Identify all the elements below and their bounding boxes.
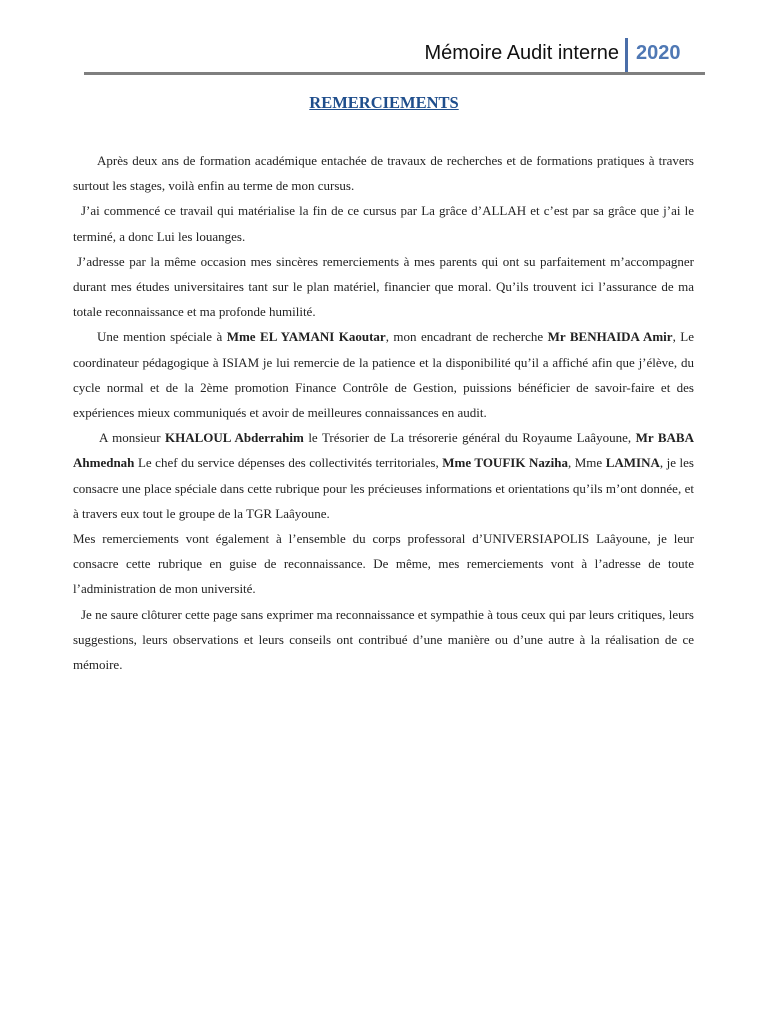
page-header [84,34,705,74]
paragraph-6: Mes remerciements vont également à l’ensemble du corps professoral d’UNIVERSIAPOLIS Laâyoune, je leur consacre cette rubrique en guise de reconnaissance. De même, mes remerciements vont à l’adresse de toute l’administration de mon université. [73,531,694,597]
header-separator [625,38,628,72]
paragraph-5-name-3: Mme TOUFIK Naziha [442,455,568,471]
paragraph-5-name-1: KHALOUL Abderrahim [165,430,304,446]
document-body [73,148,694,677]
paragraph-3: J’adresse par la même occasion mes sincères remerciements à mes parents qui ont su parfaitement m’accompagner durant mes études universitaires tant sur le plan matériel, financier que moral. Qu’ils trouvent ici l’assurance de ma totale reconnaissance et ma profonde humilité. [73,253,694,320]
paragraph-7: Je ne saure clôturer cette page sans exprimer ma reconnaissance et sympathie à tous ceux qui par leurs critiques, leurs suggestions, leurs observations et leurs conseils ont contribué d’une manière ou d’une autre à la réalisation de ce mémoire. [73,606,694,673]
header-title: Mémoire Audit interne [424,42,619,64]
paragraph-5-name-4: LAMINA [605,455,660,471]
paragraph-5-text-3: Le chef du service dépenses des collectivités territoriales, [134,455,443,471]
paragraph-4 [73,324,694,425]
paragraph-4-text-1: Une mention spéciale à [97,329,227,345]
paragraph-4-name-2: Mr BENHAIDA Amir [547,329,673,345]
paragraph-5-text-4: , Mme [567,455,606,471]
paragraph-5 [73,425,694,526]
paragraph-4-text-3: , Le coordinateur pédagogique à ISIAM je lui remercie de la patience et la disponibilité qu’il a affiché afin que j’élève, du cycle normal et de la 2ème promotion Finance Contrôle de Gestion, puissions bénéficier de savoir-faire et des expériences mieux communiqués et avoir de meilleures connaissances en audit. [73,329,694,421]
paragraph-4-name-1: Mme EL YAMANI Kaoutar [226,329,386,345]
paragraph-2: J’ai commencé ce travail qui matérialise la fin de ce cursus par La grâce d’ALLAH et c’est par sa grâce que j’ai le terminé, a donc Lui les louanges. [73,203,694,244]
paragraph-5-name-2: Mr BABA Ahmednah [73,430,694,471]
paragraph-1: Après deux ans de formation académique entachée de travaux de recherches et de formations pratiques à travers surtout les stages, voilà enfin au terme de mon cursus. [73,153,694,194]
paragraph-5-text-5: , je les consacre une place spéciale dans cette rubrique pour les précieuses informations et orientations qu’ils m’ont donnée, et à travers eux tout le groupe de la TGR Laâyoune. [73,455,694,521]
paragraph-5-text-2: le Trésorier de La trésorerie général du Royaume Laâyoune, [303,430,636,446]
paragraph-4-text-2: , mon encadrant de recherche [385,329,548,345]
paragraph-5-text-1: A monsieur [99,430,166,446]
header-rule [84,72,705,75]
header-year: 2020 [636,42,681,64]
section-title: REMERCIEMENTS [309,93,459,112]
